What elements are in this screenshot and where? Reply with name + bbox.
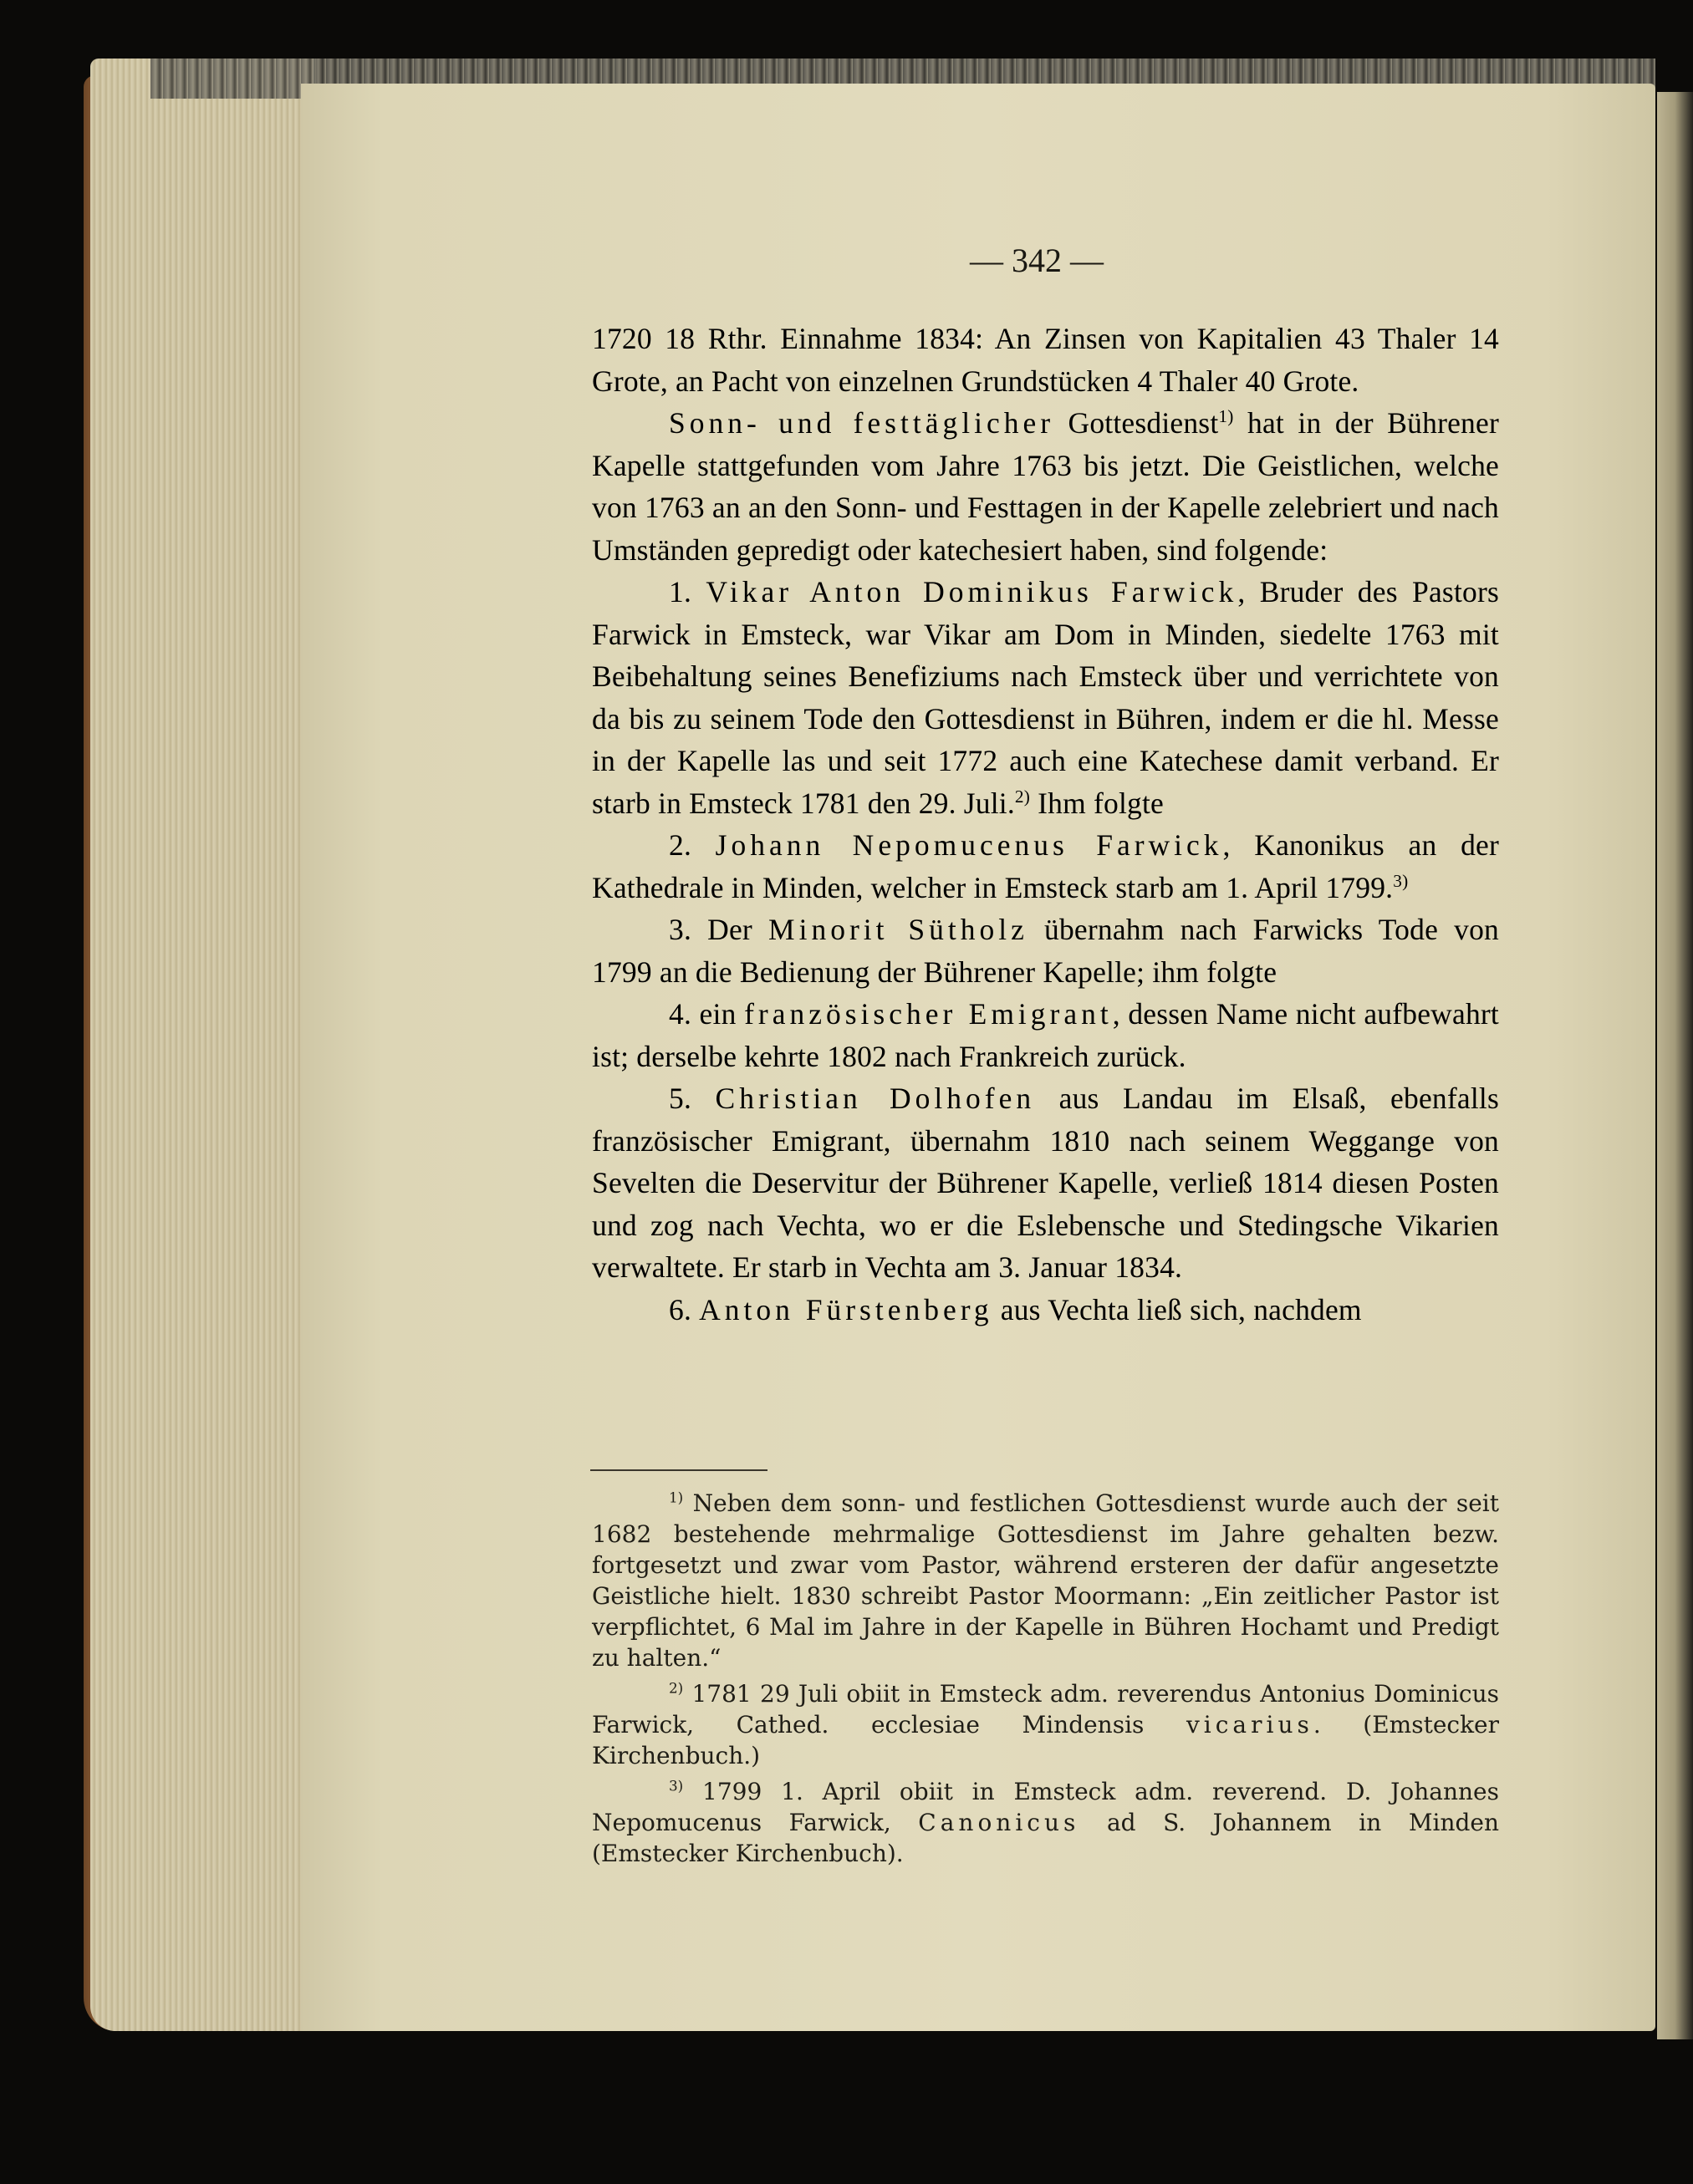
footnote-text: Neben dem sonn- und festlichen Gottesdienst wurde auch der seit 1682 bestehende mehrmalige Gottesdienst im Jahre gehalten bezw. fortgesetzt und zwar vom Pastor, während ersteren der dafür angesetzte Geistliche hielt. 1830 schreibt Pastor Moormann: „Ein zeitlicher Pastor ist verpflichtet, 6 Mal im Jahre in der Kapelle in Bühren Hochamt und Predigt zu halten.“ xyxy=(592,1489,1499,1672)
person-name: französischer Emigrant xyxy=(744,997,1113,1031)
item-number: 4. ein xyxy=(669,997,745,1031)
person-name: Vikar Anton Dominikus Farwick xyxy=(706,575,1238,608)
paragraph-text: übernahm nach Farwicks Tode von 1799 an die Bedienung der Bührener Kapelle; ihm folgte xyxy=(592,913,1499,989)
page-number: — 342 — xyxy=(970,242,1104,279)
person-name: Johann Nepomucenus Farwick xyxy=(715,828,1223,862)
paragraph-text: Ihm folgte xyxy=(1030,786,1165,820)
footnote-2 xyxy=(592,1678,1499,1771)
page-edges xyxy=(90,59,316,2031)
heading-phrase: Sonn- und festtäglicher xyxy=(669,406,1055,440)
person-name: Minorit Sütholz xyxy=(768,913,1028,946)
body-text xyxy=(592,318,1499,1331)
footnote-divider xyxy=(590,1469,767,1471)
paragraph-text: , dessen Name nicht aufbewahrt ist; derselbe kehrte 1802 nach Frankreich zurück. xyxy=(592,997,1499,1073)
paragraph-text: hat in der Bührener Kapelle stattgefunden vom Jahre 1763 bis jetzt. Die Geistlichen, welche von 1763 an an den Sonn- und Festtagen in der Kapelle zelebriert und nach Umständen gepredigt oder katechesiert haben, sind folgende: xyxy=(592,406,1499,567)
paragraph-text: aus Landau im Elsaß, ebenfalls französischer Emigrant, übernahm 1810 nach seinem Weggange von Sevelten die Deservitur der Bührener Kapelle, verließ 1814 diesen Posten und zog nach Vechta, wo er die Eslebensche und Stedingsche Vikarien verwaltete. Er starb in Vechta am 3. Januar 1834. xyxy=(592,1082,1499,1284)
paragraph-item-4 xyxy=(592,993,1499,1077)
footnote-text: ad S. Johannem in Minden (Emstecker Kirchenbuch). xyxy=(592,1809,1500,1867)
item-number: 5. xyxy=(669,1082,716,1115)
paragraph-text: aus Vechta ließ sich, nachdem xyxy=(992,1292,1362,1326)
paragraph-item-2 xyxy=(592,824,1499,909)
paragraph-item-5 xyxy=(592,1077,1499,1289)
item-number: 6. xyxy=(669,1292,700,1326)
footnote-text: 1781 29 Juli obiit in Emsteck adm. reverendus Antonius Dominicus Farwick, Cathed. ecclesiae Mindensis xyxy=(592,1680,1499,1739)
footnote-ref-2: 2) xyxy=(1014,786,1031,807)
paragraph-income: 1720 18 Rthr. Einnahme 1834: An Zinsen von Kapitalien 43 Thaler 14 Grote, an Pacht von einzelnen Grundstücken 4 Thaler 40 Grote. xyxy=(592,322,1499,398)
footnote-ref-1: 1) xyxy=(1218,406,1234,427)
footnote-ref-3: 3) xyxy=(1393,870,1409,891)
footnote-3 xyxy=(592,1776,1499,1869)
paragraph-item-3 xyxy=(592,909,1499,993)
person-name: Christian Dolhofen xyxy=(715,1082,1036,1115)
footnote-1 xyxy=(592,1488,1499,1673)
paragraph-item-1 xyxy=(592,571,1499,824)
footnote-spaced-word: vicarius xyxy=(1186,1711,1313,1739)
footnote-text: . (Emstecker Kirchenbuch.) xyxy=(592,1711,1499,1769)
next-page-edge xyxy=(1657,92,1693,2039)
paragraph-text: , Bruder des Pastors Farwick in Emsteck, war Vikar am Dom in Minden, siedelte 1763 mit Beibehaltung seines Benefiziums nach Emsteck über und verrichtete von da bis zu seinem Tode den Gottesdienst in Bühren, indem er die hl. Messe in der Kapelle las und seit 1772 auch eine Katechese damit verband. Er starb in Emsteck 1781 den 29. Juli. xyxy=(592,575,1500,820)
paragraph-item-6 xyxy=(592,1289,1499,1331)
footnotes xyxy=(592,1488,1499,1874)
footnote-spaced-word: Canonicus xyxy=(918,1809,1080,1836)
paragraph-services xyxy=(592,402,1499,571)
paragraph-text: , Kanonikus an der Kathedrale in Minden, welcher in Emsteck starb am 1. April 1799. xyxy=(592,828,1499,904)
footnote-text: 1799 1. April obiit in Emsteck adm. reverend. D. Johannes Nepomucenus Farwick, xyxy=(592,1778,1499,1836)
paragraph-text: Gottesdienst xyxy=(1054,406,1219,440)
footnote-mark: 2) xyxy=(669,1679,684,1697)
item-number: 1. xyxy=(669,575,706,608)
footnote-mark: 1) xyxy=(669,1489,684,1506)
footnote-mark: 3) xyxy=(669,1777,684,1795)
item-number: 3. Der xyxy=(669,913,769,946)
item-number: 2. xyxy=(669,828,716,862)
person-name: Anton Fürstenberg xyxy=(699,1292,993,1326)
